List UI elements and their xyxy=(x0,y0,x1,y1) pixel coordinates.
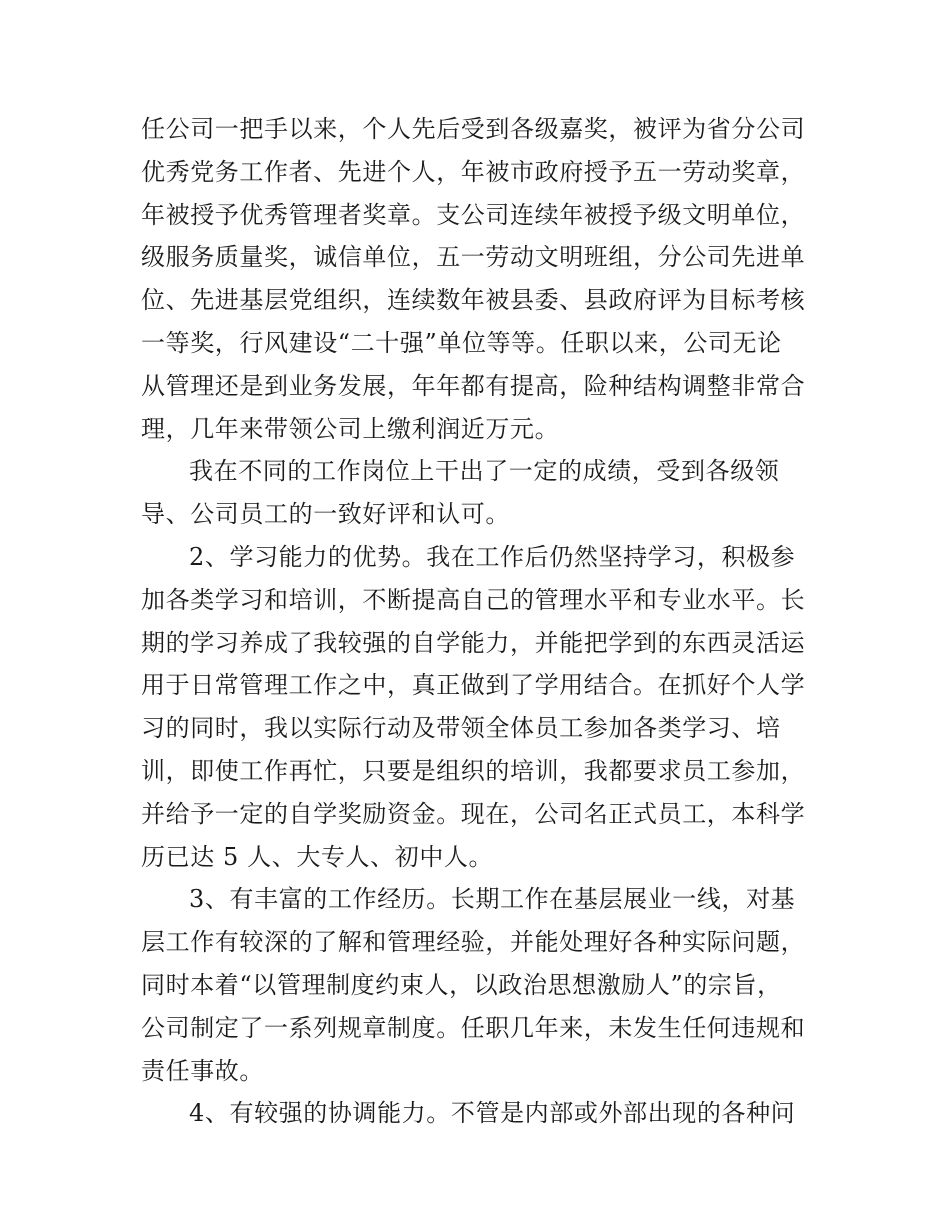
text-line: 我在不同的工作岗位上干出了一定的成绩，受到各级领 xyxy=(189,457,780,486)
text-line: 训，即使工作再忙，只要是组织的培训，我都要求员工参加， xyxy=(141,756,806,785)
text-line: 层工作有较深的了解和管理经验，并能处理好各种实际问题， xyxy=(141,928,806,957)
text-line: 责任事故。 xyxy=(141,1056,264,1085)
text-line: 级服务质量奖，诚信单位，五一劳动文明班组，分公司先进单 xyxy=(141,243,806,272)
text-line: 年被授予优秀管理者奖章。支公司连续年被授予级文明单位， xyxy=(141,200,806,229)
text-line: 位、先进基层党组织，连续数年被县委、县政府评为目标考核 xyxy=(141,286,806,315)
text-line: 并给予一定的自学奖励资金。现在，公司名正式员工，本科学 xyxy=(141,799,806,828)
text-line: 导、公司员工的一致好评和认可。 xyxy=(141,500,510,529)
document-body xyxy=(141,108,813,1135)
text-line: 公司制定了一系列规章制度。任职几年来，未发生任何违规和 xyxy=(141,1013,806,1042)
text-line: 2、学习能力的优势。我在工作后仍然坚持学习，积极参 xyxy=(189,542,796,571)
text-line: 同时本着“以管理制度约束人，以政治思想激励人”的宗旨， xyxy=(141,970,782,999)
text-line: 习的同时，我以实际行动及带领全体员工参加各类学习、培 xyxy=(141,714,781,743)
text-line: 加各类学习和培训，不断提高自己的管理水平和专业水平。长 xyxy=(141,585,806,614)
text-line: 优秀党务工作者、先进个人，年被市政府授予五一劳动奖章， xyxy=(141,157,806,186)
text-line: 一等奖，行风建设“二十强”单位等等。任职以来，公司无论 xyxy=(141,328,782,357)
text-line: 历已达 5 人、大专人、初中人。 xyxy=(141,842,494,871)
text-line: 3、有丰富的工作经历。长期工作在基层展业一线，对基 xyxy=(189,885,796,914)
text-line: 4、有较强的协调能力。不管是内部或外部出现的各种问 xyxy=(189,1099,796,1128)
text-line: 期的学习养成了我较强的自学能力，并能把学到的东西灵活运 xyxy=(141,628,806,657)
text-line: 用于日常管理工作之中，真正做到了学用结合。在抓好个人学 xyxy=(141,671,806,700)
text-line: 理，几年来带领公司上缴利润近万元。 xyxy=(141,414,560,443)
text-line: 从管理还是到业务发展，年年都有提高，险种结构调整非常合 xyxy=(141,371,806,400)
text-line: 任公司一把手以来，个人先后受到各级嘉奖，被评为省分公司 xyxy=(141,115,806,143)
